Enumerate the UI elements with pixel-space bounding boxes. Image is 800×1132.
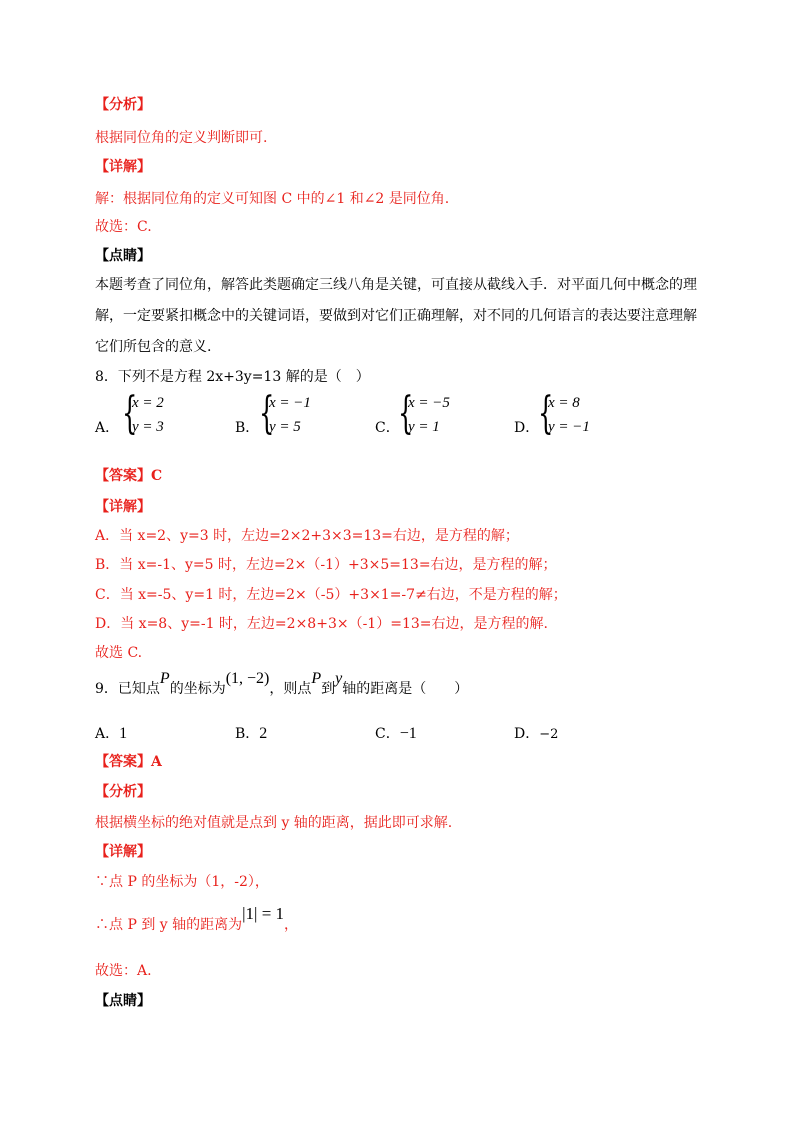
detail-line: D．当 x=8、y=-1 时，左边=2×8+3×（-1）=13=右边，是方程的解. xyxy=(95,616,548,632)
brace-icon: { xyxy=(122,388,138,439)
question-9 xyxy=(95,670,469,698)
comment-label: 【点睛】 xyxy=(95,248,151,264)
analysis-label: 【分析】 xyxy=(95,97,151,113)
therefore-text: ∴点 P 到 y 轴的距离为 xyxy=(95,917,243,933)
eq-y: y = 3 xyxy=(132,419,164,435)
option-letter: B． xyxy=(235,420,260,436)
q9-mid3: 到 xyxy=(321,681,336,697)
q9-prefix: 9．已知点 xyxy=(95,681,160,697)
answer-label: 【答案】C xyxy=(95,468,163,484)
q9-option-d: D．−2 xyxy=(514,726,559,742)
analysis-text: 根据同位角的定义判断即可. xyxy=(95,130,268,146)
analysis-text: 根据横坐标的绝对值就是点到 y 轴的距离，据此即可求解. xyxy=(95,815,453,831)
brace-icon: { xyxy=(538,388,554,439)
eq-x: x = −5 xyxy=(408,395,450,411)
detail-line: C．当 x=-5、y=1 时，左边=2×（-5）+3×1=-7≠右边，不是方程的解； xyxy=(95,587,567,603)
coord-expr: (1, −2) xyxy=(225,670,270,687)
q9-option-b: B．2 xyxy=(235,725,268,742)
choice-text: 故选 C. xyxy=(95,645,143,661)
eq-x: x = 2 xyxy=(132,395,164,411)
eq-x: x = −1 xyxy=(269,395,311,411)
detail-label: 【详解】 xyxy=(95,159,151,175)
option-letter: C． xyxy=(375,420,400,436)
answer-label: 【答案】A xyxy=(95,754,162,770)
choice-text: 故选：C. xyxy=(95,219,152,235)
detail-label: 【详解】 xyxy=(95,499,151,515)
option-letter: D． xyxy=(514,420,540,436)
eq-y: y = 5 xyxy=(269,419,301,435)
detail-line: A．当 x=2、y=3 时，左边=2×2+3×3=13=右边，是方程的解； xyxy=(95,528,519,544)
brace-icon: { xyxy=(398,388,414,439)
option-letter: A． xyxy=(95,420,120,436)
therefore-line xyxy=(95,904,299,934)
q9-mid1: 的坐标为 xyxy=(169,681,226,697)
choice-text: 故选：A. xyxy=(95,963,152,979)
comment-line: 它们所包含的意义. xyxy=(95,339,212,355)
brace-icon: { xyxy=(259,388,275,439)
comment-line: 本题考查了同位角，解答此类题确定三线八角是关键，可直接从截线入手．对平面几何中概念的理 xyxy=(95,277,697,293)
question-8: 8．下列不是方程 2x+3y=13 解的是（ ） xyxy=(95,369,370,385)
detail-line: B．当 x=-1、y=5 时，左边=2×（-1）+3×5=13=右边，是方程的解； xyxy=(95,557,557,573)
q9-option-a: A．1 xyxy=(95,725,128,742)
comment-line: 解，一定要紧扣概念中的关键词语，要做到对它们正确理解，对不同的几何语言的表达要注意理解 xyxy=(95,308,697,324)
comment-label: 【点睛】 xyxy=(95,993,151,1009)
y-axis-var: y xyxy=(335,670,343,687)
detail-label: 【详解】 xyxy=(95,844,151,860)
eq-x: x = 8 xyxy=(548,395,580,411)
eq-y: y = 1 xyxy=(408,419,440,435)
q9-suffix: 轴的距离是（ ） xyxy=(342,681,469,697)
point-p: P xyxy=(159,670,170,687)
abs-expr: |1| = 1 xyxy=(242,904,285,923)
therefore-end: ， xyxy=(284,917,299,933)
analysis-label: 【分析】 xyxy=(95,784,151,800)
because-text: ∵点 P 的坐标为（1，-2）， xyxy=(95,874,269,890)
q9-option-c: C．−1 xyxy=(375,725,417,742)
detail-text: 解：根据同位角的定义可知图 C 中的∠1 和∠2 是同位角. xyxy=(95,191,450,207)
q9-mid2: ，则点 xyxy=(269,681,312,697)
point-p: P xyxy=(311,670,322,687)
eq-y: y = −1 xyxy=(548,419,590,435)
